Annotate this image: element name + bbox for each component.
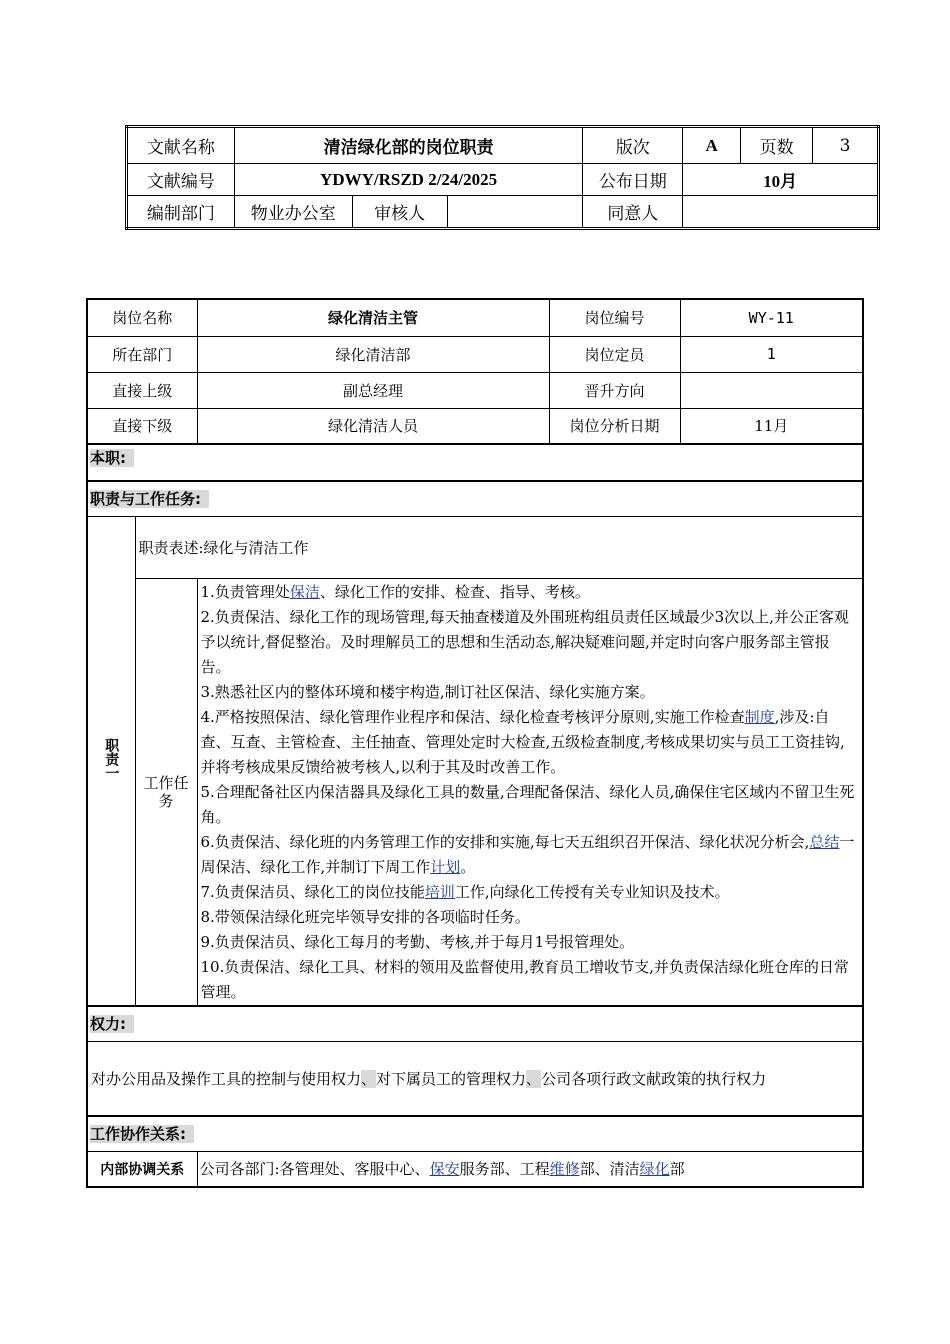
responsibility-one-cell (87, 516, 135, 1006)
subordinate-label: 直接下级 (87, 408, 197, 444)
quota-value: 1 (680, 336, 863, 372)
analysis-date-value: 11月 (680, 408, 863, 444)
section-authority-label: 权力: (90, 1015, 134, 1033)
promotion-value (680, 372, 863, 408)
reviewer-value (447, 196, 583, 229)
publish-date-label: 公布日期 (583, 164, 683, 196)
link-training[interactable]: 培训 (424, 882, 455, 901)
section-duty-label: 本职: (90, 449, 134, 467)
link-security[interactable]: 保安 (429, 1160, 460, 1179)
pos-name-value: 绿化清洁主管 (197, 299, 549, 336)
link-system[interactable]: 制度 (744, 707, 775, 726)
doc-no-label: 文献编号 (127, 164, 235, 196)
task-item-7: 7.负责保洁员、绿化工的岗位技能培训工作,向绿化工传授有关专业知识及技术。 (200, 882, 730, 901)
section-responsibilities (87, 481, 863, 516)
section-responsibilities-label: 职责与工作任务: (90, 490, 209, 508)
task-list (197, 578, 863, 1006)
section-collaboration (87, 1116, 863, 1152)
task-item-9: 9.负责保洁员、绿化工每月的考勤、考核,并于每月1号报管理处。 (200, 932, 635, 951)
task-item-8: 8.带领保洁绿化班完毕领导安排的各项临时任务。 (200, 907, 530, 926)
doc-no-value: YDWY/RSZD 2/24/2025 (234, 164, 583, 196)
subordinate-value: 绿化清洁人员 (197, 408, 549, 444)
superior-label: 直接上级 (87, 372, 197, 408)
quota-label: 岗位定员 (549, 336, 680, 372)
responsibility-one-label: 职责一 (103, 737, 120, 780)
approver-value (683, 196, 879, 229)
link-cleaning[interactable]: 保洁 (289, 582, 320, 601)
link-greening[interactable]: 绿化 (639, 1160, 670, 1179)
authority-text: 对办公用品及操作工具的控制与使用权力、对下属员工的管理权力、公司各项行政文献政策的执行权力 (87, 1042, 863, 1116)
superior-value: 副总经理 (197, 372, 549, 408)
pos-no-label: 岗位编号 (549, 299, 680, 336)
publish-date-value: 10月 (683, 164, 879, 196)
internal-coordination-value: 公司各部门:各管理处、客服中心、保安服务部、工程维修部、清洁绿化部 (197, 1152, 863, 1187)
version-label: 版次 (583, 127, 683, 164)
job-description-table (86, 298, 864, 1188)
task-item-2: 2.负责保洁、绿化工作的现场管理,每天抽查楼道及外围班构组员责任区域最少3次以上,并公正客观予以统计,督促整治。及时理解员工的思想和生活动态,解决疑难问题,并定时向客户服务部主管报告。 (200, 607, 849, 676)
promotion-label: 晋升方向 (549, 372, 680, 408)
page-count-label: 页数 (741, 127, 813, 164)
task-item-1: 1.负责管理处保洁、绿化工作的安排、检查、指导、考核。 (200, 582, 590, 601)
task-item-5: 5.合理配备社区内保洁器具及绿化工具的数量,合理配备保洁、绿化人员,确保住宅区域内不留卫生死角。 (200, 782, 855, 826)
link-summary[interactable]: 总结 (809, 832, 840, 851)
task-item-4: 4.严格按照保洁、绿化管理作业程序和保洁、绿化检查考核评分原则,实施工作检查制度,涉及:自查、互查、主管检查、主任抽查、管理处定时大检查,五级检查制度,考核成果切实与员工工资挂钩,并将考核成果反馈给被考核人,以利于其及时改善工作。 (200, 707, 845, 776)
dept-value: 物业办公室 (234, 196, 352, 229)
link-plan[interactable]: 计划 (430, 857, 461, 876)
page-count-value: 3 (813, 127, 879, 164)
responsibility-statement: 职责表述:绿化与清洁工作 (135, 516, 863, 578)
task-item-10: 10.负责保洁、绿化工具、材料的领用及监督使用,教育员工增收节支,并负责保洁绿化班仓库的日常管理。 (200, 957, 849, 1001)
document-header-table (125, 125, 880, 230)
internal-coordination-label: 内部协调关系 (87, 1152, 197, 1187)
task-item-3: 3.熟悉社区内的整体环境和楼宇构造,制订社区保洁、绿化实施方案。 (200, 682, 655, 701)
task-item-6: 6.负责保洁、绿化班的内务管理工作的安排和实施,每七天五组织召开保洁、绿化状况分析会,总结一周保洁、绿化工作,并制订下周工作计划。 (200, 832, 855, 876)
approver-label: 同意人 (583, 196, 683, 229)
doc-name-value: 清洁绿化部的岗位职责 (234, 127, 583, 164)
tasks-label: 工作任务 (135, 578, 197, 1006)
dept-label: 所在部门 (87, 336, 197, 372)
pos-no-value: WY-11 (680, 299, 863, 336)
dept-value: 绿化清洁部 (197, 336, 549, 372)
dept-label: 编制部门 (127, 196, 235, 229)
link-maintenance[interactable]: 维修 (549, 1160, 580, 1179)
section-collaboration-label: 工作协作关系: (90, 1125, 194, 1143)
version-value: A (683, 127, 741, 164)
pos-name-label: 岗位名称 (87, 299, 197, 336)
analysis-date-label: 岗位分析日期 (549, 408, 680, 444)
section-authority (87, 1006, 863, 1042)
reviewer-label: 审核人 (352, 196, 447, 229)
section-duty (87, 444, 863, 481)
doc-name-label: 文献名称 (127, 127, 235, 164)
